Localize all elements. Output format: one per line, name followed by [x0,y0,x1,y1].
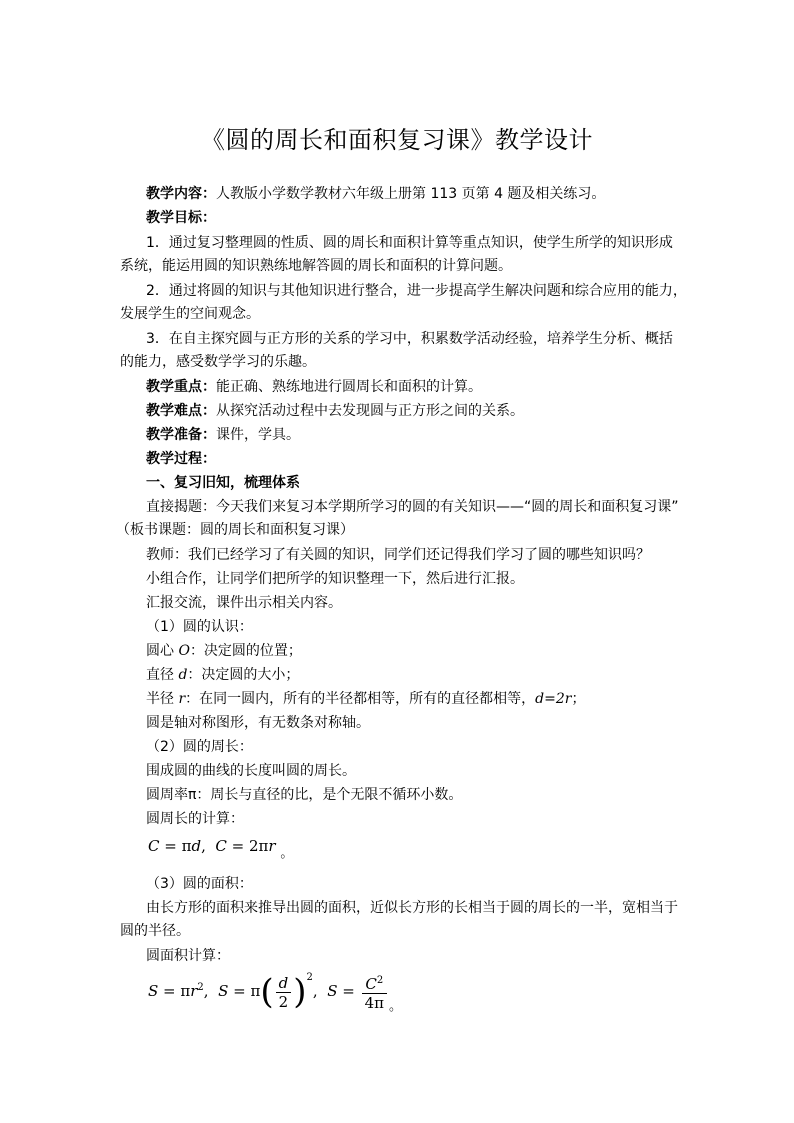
pi-definition: 圆周率π：周长与直径的比，是个无限不循环小数。 [146,787,463,803]
diameter-line [146,665,299,685]
document-title: 《圆的周长和面积复习课》教学设计 [201,126,593,154]
center-label: 圆心 [146,643,179,659]
goal2-line2: 发展学生的空间观念。 [120,306,260,322]
goals-label: 教学目标： [146,210,216,226]
section1-heading: 一、复习旧知，梳理体系 [146,475,300,491]
circumference-definition: 围成圆的曲线的长度叫圆的周长。 [146,763,356,779]
circumference-calc-label: 圆周长的计算： [146,811,244,827]
report-line: 汇报交流，课件出示相关内容。 [146,595,342,611]
prep-text: 课件，学具。 [216,427,300,443]
key-point-line [146,377,482,397]
area-line2: 圆的半径。 [120,923,190,939]
diameter-var: d [178,667,188,683]
diameter-text: ：决定圆的大小； [187,667,300,683]
radius-text: ：在同一圆内，所有的半径都相等，所有的直径都相等， [185,691,536,707]
center-text: ：决定圆的位置； [189,643,302,659]
content-line [146,184,605,204]
radius-formula: d=2r [535,691,572,707]
radius-var: r [178,691,186,707]
content-label: 教学内容： [146,186,216,202]
part2-heading: （2）圆的周长： [146,739,253,755]
radius-line [146,689,585,709]
prep-line [146,425,300,445]
key-text: 能正确、熟练地进行圆周长和面积的计算。 [216,379,482,395]
prep-label: 教学准备： [146,427,216,443]
group-line: 小组合作，让同学们把所学的知识整理一下，然后进行汇报。 [146,571,524,587]
part3-heading: （3）圆的面积： [146,876,253,892]
area-formula: $S = \pi r^2$, S = π( $\frac{d}{2}$ )$^2$, S = $\frac{C^2}{4\pi}$ 。 [148,972,402,1014]
intro-line2: （板书课题：圆的周长和面积复习课） [116,522,354,538]
intro-line1: 直接揭题：今天我们来复习本学期所学习的圆的有关知识——“圆的周长和面积复习课” [146,499,679,515]
symmetry-line: 圆是轴对称图形，有无数条对称轴。 [146,715,370,731]
goal3-line2: 的能力，感受数学学习的乐趣。 [120,354,316,370]
area-line1: 由长方形的面积来推导出圆的面积，近似长方形的长相当于圆的周长的一半，宽相当于 [146,900,678,916]
goal1-line2: 系统，能运用圆的知识熟练地解答圆的周长和面积的计算问题。 [120,258,512,274]
content-text: 人教版小学数学教材六年级上册第 113 页第 4 题及相关练习。 [216,186,606,202]
center-var: O [178,643,190,659]
goal1-line1: 1．通过复习整理圆的性质、圆的周长和面积计算等重点知识，使学生所学的知识形成 [146,235,673,251]
key-label: 教学重点： [146,379,216,395]
circumference-formula: C = πd, C = 2πr 。 [148,837,294,861]
goal2-line1: 2．通过将圆的知识与其他知识进行整合，进一步提高学生解决问题和综合应用的能力， [146,283,687,299]
part1-heading: （1）圆的认识： [146,619,253,635]
difficulty-line [146,401,524,421]
radius-label: 半径 [146,691,179,707]
difficulty-text: 从探究活动过程中去发现圆与正方形之间的关系。 [216,403,524,419]
teacher-line: 教师：我们已经学习了有关圆的知识，同学们还记得我们学习了圆的哪些知识吗？ [146,547,650,563]
diameter-label: 直径 [146,667,179,683]
center-line [146,641,302,661]
area-calc-label: 圆面积计算： [146,948,230,964]
difficulty-label: 教学难点： [146,403,216,419]
radius-end: ； [571,691,586,707]
goal3-line1: 3．在自主探究圆与正方形的关系的学习中，积累数学活动经验，培养学生分析、概括 [146,331,673,347]
process-label: 教学过程： [146,451,216,467]
